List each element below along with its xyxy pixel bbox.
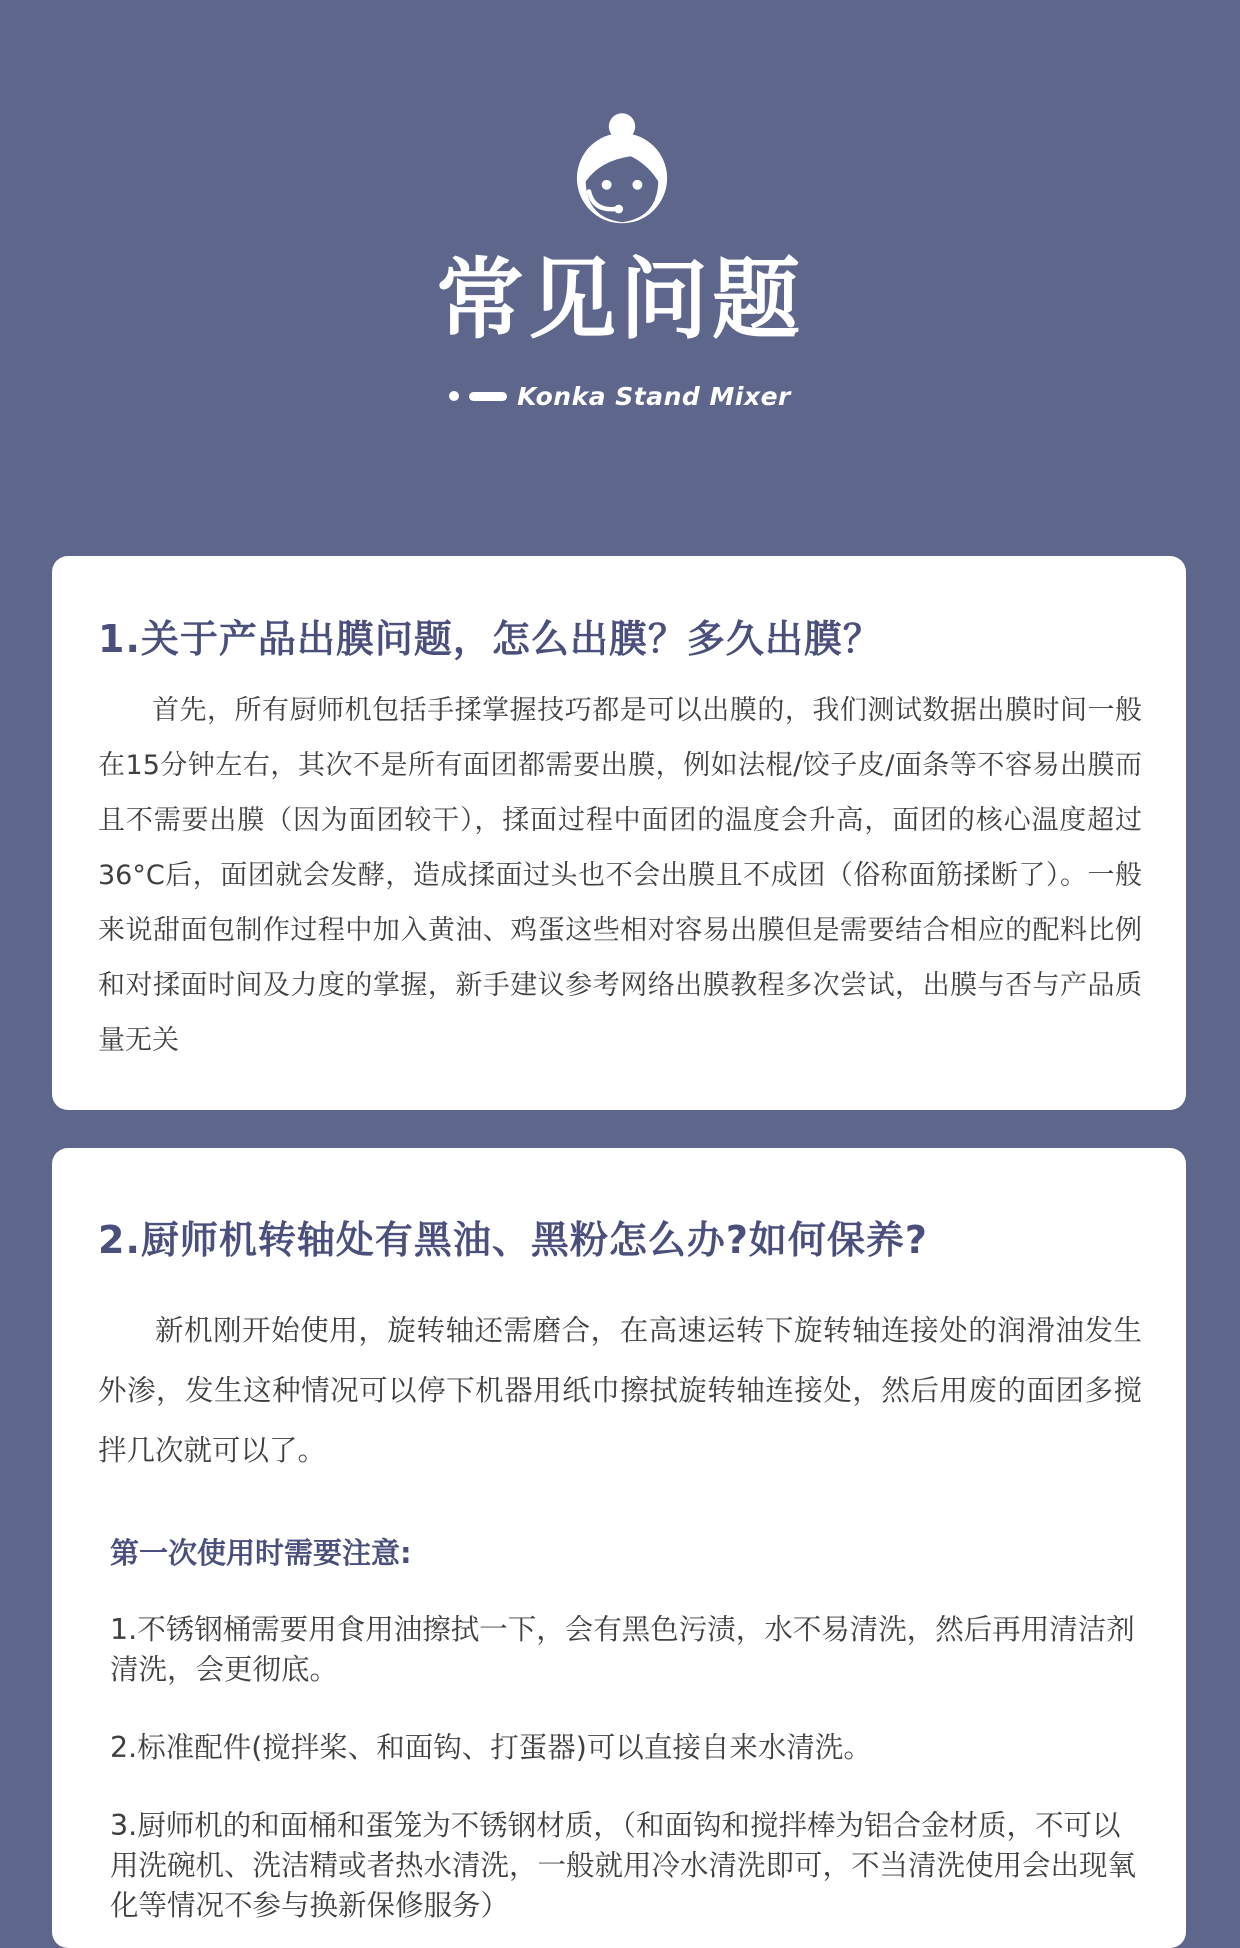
notes-list: [110, 1610, 1142, 1948]
faq-card-2: [52, 1148, 1186, 1948]
header: [0, 0, 1240, 540]
page-title: 常见问题: [435, 248, 804, 351]
subtitle-text: Konka Stand Mixer: [517, 381, 791, 411]
faq-question-2: 2.厨师机转轴处有黑油、黑粉怎么办?如何保养?: [98, 1218, 928, 1262]
subtitle-dash: [469, 392, 507, 401]
notes-heading: 第一次使用时需要注意:: [110, 1536, 412, 1570]
customer-service-avatar-icon: [567, 112, 677, 240]
note-item: 3.厨师机的和面桶和蛋笼为不锈钢材质，（和面钩和搅拌棒为铝合金材质，不可以用洗碗机、洗洁精或者热水清洗，一般就用冷水清洗即可，不当清洗使用会出现氧化等情况不参与换新保修服务）: [110, 1809, 1137, 1922]
note-item: 2.标准配件(搅拌桨、和面钩、打蛋器)可以直接自来水清洗。: [110, 1731, 872, 1764]
page-subtitle: [0, 378, 1240, 414]
subtitle-dot: [449, 391, 459, 401]
faq-card-1: [52, 556, 1186, 1110]
faq-answer-1: 首先，所有厨师机包括手揉掌握技巧都是可以出膜的，我们测试数据出膜时间一般在15分钟左右，其次不是所有面团都需要出膜，例如法棍/饺子皮/面条等不容易出膜而且不需要出膜（因为面团较干），揉面过程中面团的温度会升高，面团的核心温度超过36°C后，面团就会发酵，造成揉面过头也不会出膜且不成团（俗称面筋揉断了）。一般来说甜面包制作过程中加入黄油、鸡蛋这些相对容易出膜但是需要结合相应的配料比例和对揉面时间及力度的掌握，新手建议参考网络出膜教程多次尝试，出膜与否与产品质量无关: [98, 695, 1142, 1056]
note-item: 1.不锈钢桶需要用食用油擦拭一下，会有黑色污渍，水不易清洗，然后再用清洁剂清洗，会更彻底。: [110, 1613, 1135, 1686]
faq-answer-2: 新机刚开始使用，旋转轴还需磨合，在高速运转下旋转轴连接处的润滑油发生外渗，发生这种情况可以停下机器用纸巾擦拭旋转轴连接处，然后用废的面团多搅拌几次就可以了。: [98, 1314, 1142, 1467]
faq-question-1: 1.关于产品出膜问题，怎么出膜？多久出膜？: [98, 617, 882, 661]
